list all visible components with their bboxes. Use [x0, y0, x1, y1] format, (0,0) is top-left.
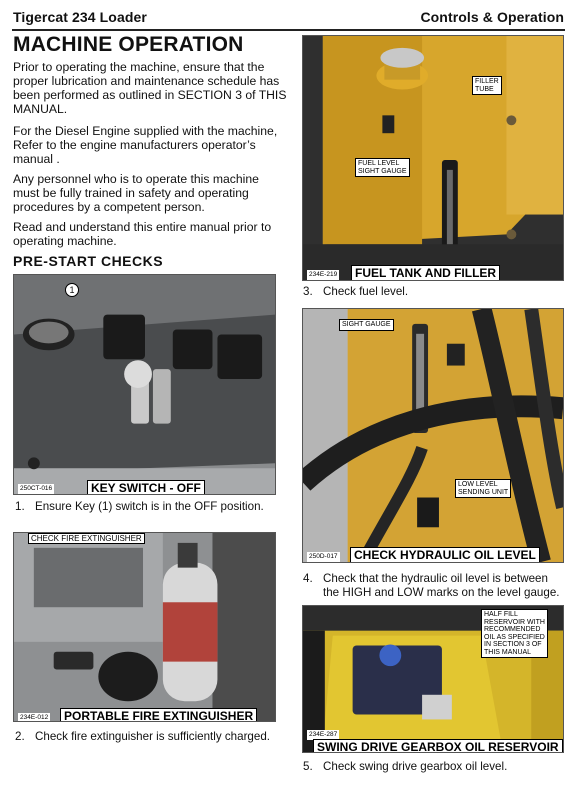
callout-number-1: 1 — [65, 283, 79, 297]
figure-code: 250CT-016 — [20, 485, 53, 492]
document-header-section: Controls & Operation — [420, 9, 564, 25]
half-fill-reservoir-label: HALF FILL RESERVOIR WITH RECOMMENDED OIL AS SPECIFIED IN SECTION 3 OF THIS MANUAL — [481, 609, 548, 658]
step-number: 5. — [303, 760, 313, 773]
hydraulic-sight-gauge-label: SIGHT GAUGE — [339, 319, 394, 331]
paragraph-read-manual: Read and understand this entire manual prior to operating machine. — [13, 220, 272, 248]
fire-extinguisher-illustration — [14, 533, 275, 721]
section-subheading: PRE-START CHECKS — [13, 253, 164, 269]
paragraph-training: Any personnel who is to operate this machine must be fully trained in safety and operating procedures by a competent person. — [13, 172, 259, 214]
swing-drive-photo — [302, 605, 564, 753]
figure-caption-key-switch: KEY SWITCH - OFF — [87, 480, 205, 495]
step-number: 1. — [15, 500, 25, 513]
step-text: Check swing drive gearbox oil level. — [323, 760, 508, 773]
key-switch-photo — [13, 274, 276, 495]
filler-tube-label: FILLER TUBE — [472, 76, 502, 95]
step-text: Check that the hydraulic oil level is between the HIGH and LOW marks on the level gauge. — [323, 572, 560, 599]
figure-code: 234E-012 — [20, 714, 49, 721]
step-2 — [15, 730, 277, 744]
fuel-sight-gauge-label: FUEL LEVEL SIGHT GAUGE — [355, 158, 410, 177]
paragraph-lubrication: Prior to operating the machine, ensure that the proper lubrication and maintenance schedule has been performed as outlined in SECTION 3 of THIS MANUAL. — [13, 60, 287, 116]
step-4 — [303, 572, 565, 600]
figure-caption-swing-drive: SWING DRIVE GEARBOX OIL RESERVOIR — [313, 739, 563, 753]
fuel-tank-illustration — [303, 36, 563, 280]
figure-code: 234E-219 — [309, 271, 338, 278]
step-number: 4. — [303, 572, 313, 585]
figure-caption-fuel-tank: FUEL TANK AND FILLER — [351, 265, 500, 281]
figure-caption-fire-extinguisher: PORTABLE FIRE EXTINGUISHER — [60, 708, 257, 722]
document-header-title: Tigercat 234 Loader — [13, 9, 147, 25]
figure-caption-hydraulic-oil: CHECK HYDRAULIC OIL LEVEL — [350, 547, 540, 563]
fire-extinguisher-label: CHECK FIRE EXTINGUISHER — [28, 533, 145, 544]
step-text: Check fire extinguisher is sufficiently charged. — [35, 730, 270, 743]
hydraulic-oil-illustration — [303, 309, 563, 562]
paragraph-engine-manual: For the Diesel Engine supplied with the machine, Refer to the engine manufacturers operator’s manual . — [13, 124, 278, 166]
step-number: 3. — [303, 285, 313, 298]
figure-code: 234E-287 — [309, 731, 338, 738]
step-text: Check fuel level. — [323, 285, 409, 298]
low-level-sending-unit-label: LOW LEVEL SENDING UNIT — [455, 479, 511, 498]
page-title: MACHINE OPERATION — [13, 33, 244, 56]
figure-code: 250D-017 — [309, 553, 338, 560]
header-rule — [12, 29, 565, 31]
fuel-tank-photo — [302, 35, 564, 281]
step-number: 2. — [15, 730, 25, 743]
step-1 — [15, 500, 277, 514]
hydraulic-oil-photo — [302, 308, 564, 563]
key-switch-illustration — [14, 275, 275, 494]
step-3 — [303, 285, 565, 299]
step-5 — [303, 760, 565, 774]
fire-extinguisher-photo — [13, 532, 276, 722]
step-text: Ensure Key (1) switch is in the OFF position. — [35, 500, 264, 513]
